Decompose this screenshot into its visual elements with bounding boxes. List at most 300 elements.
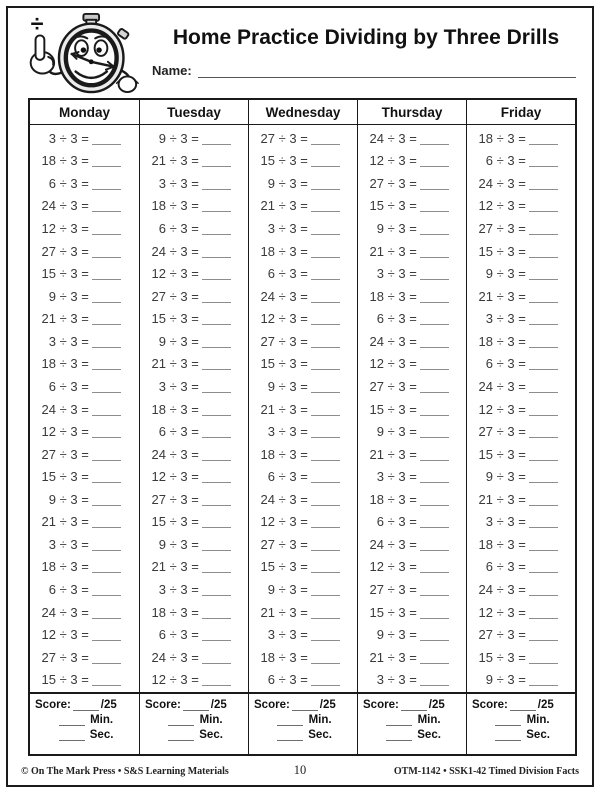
answer-blank <box>529 425 558 438</box>
seconds-blank <box>277 730 303 741</box>
division-problem <box>30 217 139 240</box>
division-problem <box>249 488 357 511</box>
answer-blank <box>92 290 121 303</box>
answer-blank <box>529 493 558 506</box>
answer-blank <box>529 312 558 325</box>
problem-dividend: 21 <box>151 153 166 169</box>
problem-dividend: 3 <box>267 627 275 643</box>
answer-blank <box>529 560 558 573</box>
problem-dividend: 18 <box>41 559 56 575</box>
problem-operator: ÷ 3 = <box>56 446 93 462</box>
problem-dividend: 3 <box>376 672 384 688</box>
division-problem <box>358 533 466 556</box>
division-problem <box>140 533 248 556</box>
answer-blank <box>202 177 231 190</box>
problem-dividend: 9 <box>485 469 493 485</box>
problem-dividend: 27 <box>41 649 56 665</box>
score-label: Score: <box>254 699 290 711</box>
division-problem <box>249 330 357 353</box>
problem-dividend: 27 <box>41 446 56 462</box>
problem-operator: ÷ 3 = <box>166 559 203 575</box>
answer-blank <box>311 583 340 596</box>
day-header-label: Monday <box>30 100 139 125</box>
problem-dividend: 18 <box>369 491 384 507</box>
answer-blank <box>92 312 121 325</box>
answer-blank <box>202 222 231 235</box>
problem-operator: ÷ 3 = <box>275 446 312 462</box>
division-problem <box>358 127 466 150</box>
answer-blank <box>529 177 558 190</box>
problem-dividend: 3 <box>158 378 166 394</box>
problem-operator: ÷ 3 = <box>275 536 312 552</box>
problem-operator: ÷ 3 = <box>166 424 203 440</box>
problem-dividend: 21 <box>369 446 384 462</box>
problem-dividend: 24 <box>260 288 275 304</box>
answer-blank <box>202 606 231 619</box>
division-problem <box>249 443 357 466</box>
answer-blank <box>92 560 121 573</box>
answer-blank <box>311 673 340 686</box>
problem-dividend: 24 <box>151 446 166 462</box>
name-underline <box>198 64 576 78</box>
problem-operator: ÷ 3 = <box>384 333 421 349</box>
problem-operator: ÷ 3 = <box>166 536 203 552</box>
answer-blank <box>202 132 231 145</box>
problem-dividend: 6 <box>376 514 384 530</box>
problem-dividend: 15 <box>369 401 384 417</box>
clock-character-icon <box>18 11 142 95</box>
page-title: Home Practice Dividing by Three Drills <box>172 26 560 49</box>
problem-operator: ÷ 3 = <box>275 266 312 282</box>
division-problem <box>467 556 575 579</box>
problem-dividend: 21 <box>478 288 493 304</box>
score-denominator: /25 <box>210 699 227 711</box>
problem-list <box>140 125 248 692</box>
problem-operator: ÷ 3 = <box>56 514 93 530</box>
problem-operator: ÷ 3 = <box>493 243 530 259</box>
problem-operator: ÷ 3 = <box>384 221 421 237</box>
division-problem <box>140 443 248 466</box>
problem-operator: ÷ 3 = <box>275 582 312 598</box>
division-problem <box>467 353 575 376</box>
answer-blank <box>311 515 340 528</box>
problem-operator: ÷ 3 = <box>166 288 203 304</box>
seconds-label: Sec. <box>86 729 114 741</box>
problem-dividend: 12 <box>478 401 493 417</box>
problem-operator: ÷ 3 = <box>166 627 203 643</box>
problem-dividend: 21 <box>260 604 275 620</box>
problem-operator: ÷ 3 = <box>56 401 93 417</box>
problem-dividend: 6 <box>267 469 275 485</box>
problem-dividend: 9 <box>48 288 56 304</box>
problem-dividend: 18 <box>478 333 493 349</box>
problem-dividend: 18 <box>151 604 166 620</box>
division-problem <box>467 465 575 488</box>
problem-operator: ÷ 3 = <box>166 672 203 688</box>
problem-operator: ÷ 3 = <box>384 582 421 598</box>
answer-blank <box>202 538 231 551</box>
answer-blank <box>420 538 449 551</box>
problem-dividend: 15 <box>369 198 384 214</box>
division-problem <box>140 556 248 579</box>
division-problem <box>467 217 575 240</box>
answer-blank <box>420 470 449 483</box>
division-problem <box>467 488 575 511</box>
answer-blank <box>311 470 340 483</box>
answer-blank <box>92 177 121 190</box>
problem-operator: ÷ 3 = <box>493 582 530 598</box>
score-denominator: /25 <box>428 699 445 711</box>
problem-dividend: 27 <box>260 130 275 146</box>
problem-dividend: 12 <box>478 604 493 620</box>
problem-operator: ÷ 3 = <box>493 288 530 304</box>
division-problem <box>140 308 248 331</box>
problem-operator: ÷ 3 = <box>384 401 421 417</box>
name-label: Name: <box>152 63 192 78</box>
name-row <box>150 63 582 80</box>
division-problem <box>140 488 248 511</box>
problem-dividend: 15 <box>369 604 384 620</box>
problem-dividend: 27 <box>41 243 56 259</box>
division-problem <box>467 285 575 308</box>
score-line <box>35 699 135 711</box>
answer-blank <box>92 673 121 686</box>
division-problem <box>140 465 248 488</box>
problem-operator: ÷ 3 = <box>275 153 312 169</box>
problem-dividend: 3 <box>158 582 166 598</box>
problem-dividend: 21 <box>369 243 384 259</box>
division-problem <box>140 285 248 308</box>
problem-dividend: 15 <box>41 266 56 282</box>
problem-operator: ÷ 3 = <box>166 491 203 507</box>
problem-dividend: 12 <box>369 559 384 575</box>
answer-blank <box>420 515 449 528</box>
division-problem <box>358 623 466 646</box>
answer-blank <box>92 403 121 416</box>
answer-blank <box>311 560 340 573</box>
division-problem <box>140 669 248 692</box>
problem-dividend: 18 <box>41 153 56 169</box>
score-blank <box>292 700 318 711</box>
problem-operator: ÷ 3 = <box>56 491 93 507</box>
problem-operator: ÷ 3 = <box>56 288 93 304</box>
problem-dividend: 15 <box>260 559 275 575</box>
answer-blank <box>420 312 449 325</box>
seconds-label: Sec. <box>523 729 550 741</box>
division-problem <box>30 488 139 511</box>
day-header-label: Friday <box>467 100 575 125</box>
answer-blank <box>92 606 121 619</box>
minutes-label: Min. <box>305 714 332 726</box>
problem-operator: ÷ 3 = <box>384 491 421 507</box>
division-problem <box>467 127 575 150</box>
problem-dividend: 3 <box>267 221 275 237</box>
problem-operator: ÷ 3 = <box>56 175 93 191</box>
division-problem <box>30 578 139 601</box>
answer-blank <box>92 222 121 235</box>
division-problem <box>249 465 357 488</box>
division-problem <box>30 465 139 488</box>
problem-operator: ÷ 3 = <box>384 514 421 530</box>
problem-operator: ÷ 3 = <box>56 243 93 259</box>
problem-dividend: 3 <box>376 266 384 282</box>
problem-operator: ÷ 3 = <box>384 378 421 394</box>
problem-operator: ÷ 3 = <box>384 446 421 462</box>
problem-operator: ÷ 3 = <box>384 424 421 440</box>
answer-blank <box>529 673 558 686</box>
division-problem <box>140 150 248 173</box>
answer-blank <box>202 515 231 528</box>
score-blank <box>401 700 427 711</box>
problem-dividend: 24 <box>478 378 493 394</box>
score-blank <box>73 700 99 711</box>
problem-dividend: 24 <box>151 243 166 259</box>
division-problem <box>249 375 357 398</box>
answer-blank <box>311 222 340 235</box>
division-problem <box>30 262 139 285</box>
problem-operator: ÷ 3 = <box>493 424 530 440</box>
answer-blank <box>529 403 558 416</box>
answer-blank <box>311 380 340 393</box>
division-problem <box>140 646 248 669</box>
problem-operator: ÷ 3 = <box>275 198 312 214</box>
problem-dividend: 15 <box>41 469 56 485</box>
division-problem <box>249 533 357 556</box>
problem-dividend: 9 <box>485 266 493 282</box>
problem-dividend: 12 <box>41 424 56 440</box>
score-label: Score: <box>35 699 71 711</box>
problem-operator: ÷ 3 = <box>56 627 93 643</box>
division-problem <box>358 669 466 692</box>
minutes-blank <box>386 715 412 726</box>
problem-operator: ÷ 3 = <box>493 130 530 146</box>
answer-blank <box>311 245 340 258</box>
problem-operator: ÷ 3 = <box>166 401 203 417</box>
division-problem <box>249 127 357 150</box>
division-problem <box>30 420 139 443</box>
answer-blank <box>529 470 558 483</box>
seconds-blank <box>386 730 412 741</box>
problem-dividend: 27 <box>260 333 275 349</box>
problem-dividend: 27 <box>478 424 493 440</box>
answer-blank <box>420 245 449 258</box>
answer-blank <box>311 154 340 167</box>
answer-blank <box>420 132 449 145</box>
problem-dividend: 6 <box>48 175 56 191</box>
problem-dividend: 9 <box>485 672 493 688</box>
answer-blank <box>311 651 340 664</box>
problem-operator: ÷ 3 = <box>56 198 93 214</box>
division-problem <box>140 127 248 150</box>
problem-operator: ÷ 3 = <box>384 153 421 169</box>
division-problem <box>249 195 357 218</box>
answer-blank <box>92 199 121 212</box>
answer-blank <box>202 448 231 461</box>
problem-dividend: 3 <box>485 514 493 530</box>
problem-operator: ÷ 3 = <box>384 356 421 372</box>
answer-blank <box>420 154 449 167</box>
problem-dividend: 24 <box>369 130 384 146</box>
problem-dividend: 9 <box>158 130 166 146</box>
division-problem <box>140 601 248 624</box>
problem-dividend: 9 <box>158 333 166 349</box>
score-line <box>254 699 353 711</box>
problem-dividend: 24 <box>260 491 275 507</box>
problem-dividend: 15 <box>41 672 56 688</box>
answer-blank <box>420 673 449 686</box>
division-problem <box>249 578 357 601</box>
problem-dividend: 15 <box>478 243 493 259</box>
footer-publisher: © On The Mark Press • S&S Learning Materials <box>21 766 229 777</box>
score-denominator: /25 <box>100 699 117 711</box>
division-problem <box>30 285 139 308</box>
answer-blank <box>420 628 449 641</box>
answer-blank <box>202 199 231 212</box>
division-problem <box>467 195 575 218</box>
answer-blank <box>420 583 449 596</box>
division-problem <box>249 646 357 669</box>
division-problem <box>358 240 466 263</box>
problem-operator: ÷ 3 = <box>275 288 312 304</box>
answer-blank <box>311 493 340 506</box>
answer-blank <box>92 651 121 664</box>
problem-operator: ÷ 3 = <box>493 604 530 620</box>
problem-dividend: 27 <box>478 627 493 643</box>
answer-blank <box>420 199 449 212</box>
problem-operator: ÷ 3 = <box>275 604 312 620</box>
answer-blank <box>92 267 121 280</box>
problem-dividend: 27 <box>260 536 275 552</box>
division-problem <box>30 669 139 692</box>
header-right <box>142 11 582 96</box>
division-problem <box>30 150 139 173</box>
division-problem <box>30 240 139 263</box>
problem-operator: ÷ 3 = <box>56 333 93 349</box>
problem-list <box>467 125 575 692</box>
problem-list <box>249 125 357 692</box>
division-problem <box>140 330 248 353</box>
problem-dividend: 3 <box>158 175 166 191</box>
division-problem <box>467 646 575 669</box>
division-problem <box>140 217 248 240</box>
problem-dividend: 3 <box>48 536 56 552</box>
score-blank <box>510 700 536 711</box>
problem-dividend: 21 <box>260 198 275 214</box>
problem-dividend: 9 <box>158 536 166 552</box>
problem-dividend: 6 <box>48 582 56 598</box>
problem-dividend: 18 <box>478 130 493 146</box>
seconds-label: Sec. <box>305 729 332 741</box>
division-problem <box>249 556 357 579</box>
problem-operator: ÷ 3 = <box>166 514 203 530</box>
division-problem <box>249 511 357 534</box>
problem-dividend: 12 <box>41 221 56 237</box>
minutes-blank <box>59 715 85 726</box>
answer-blank <box>420 425 449 438</box>
answer-blank <box>529 380 558 393</box>
problem-operator: ÷ 3 = <box>275 175 312 191</box>
division-problem <box>249 601 357 624</box>
division-problem <box>140 511 248 534</box>
problem-operator: ÷ 3 = <box>275 401 312 417</box>
answer-blank <box>311 132 340 145</box>
problem-operator: ÷ 3 = <box>56 311 93 327</box>
problem-dividend: 15 <box>478 446 493 462</box>
problem-operator: ÷ 3 = <box>166 333 203 349</box>
problem-operator: ÷ 3 = <box>56 582 93 598</box>
problem-operator: ÷ 3 = <box>493 175 530 191</box>
answer-blank <box>529 651 558 664</box>
problem-operator: ÷ 3 = <box>384 243 421 259</box>
answer-blank <box>202 357 231 370</box>
answer-blank <box>420 606 449 619</box>
problem-dividend: 21 <box>41 311 56 327</box>
problem-dividend: 15 <box>478 649 493 665</box>
problem-dividend: 6 <box>485 153 493 169</box>
day-header-label: Thursday <box>358 100 466 125</box>
problem-operator: ÷ 3 = <box>275 130 312 146</box>
problem-operator: ÷ 3 = <box>275 378 312 394</box>
problem-dividend: 3 <box>267 424 275 440</box>
score-label: Score: <box>472 699 508 711</box>
division-problem <box>467 578 575 601</box>
problem-dividend: 18 <box>260 243 275 259</box>
division-problem <box>30 601 139 624</box>
problem-list <box>358 125 466 692</box>
answer-blank <box>529 154 558 167</box>
problem-dividend: 15 <box>151 311 166 327</box>
problem-operator: ÷ 3 = <box>166 130 203 146</box>
division-problem <box>30 308 139 331</box>
division-problem <box>140 172 248 195</box>
problem-operator: ÷ 3 = <box>275 311 312 327</box>
division-problem <box>30 195 139 218</box>
problem-operator: ÷ 3 = <box>56 378 93 394</box>
page-number: 10 <box>293 763 307 777</box>
seconds-label: Sec. <box>414 729 441 741</box>
division-problem <box>358 398 466 421</box>
problem-operator: ÷ 3 = <box>493 311 530 327</box>
problem-dividend: 21 <box>260 401 275 417</box>
answer-blank <box>202 673 231 686</box>
problem-dividend: 6 <box>267 672 275 688</box>
answer-blank <box>202 403 231 416</box>
problem-operator: ÷ 3 = <box>166 243 203 259</box>
division-problem <box>249 398 357 421</box>
answer-blank <box>529 267 558 280</box>
seconds-blank <box>59 730 85 741</box>
answer-blank <box>92 470 121 483</box>
problem-dividend: 15 <box>151 514 166 530</box>
answer-blank <box>92 538 121 551</box>
minutes-blank <box>495 715 521 726</box>
seconds-blank <box>168 730 194 741</box>
answer-blank <box>420 560 449 573</box>
answer-blank <box>202 312 231 325</box>
problem-operator: ÷ 3 = <box>56 153 93 169</box>
division-problem <box>467 330 575 353</box>
problem-dividend: 24 <box>41 604 56 620</box>
answer-blank <box>420 335 449 348</box>
problem-operator: ÷ 3 = <box>384 266 421 282</box>
answer-blank <box>420 448 449 461</box>
minutes-line <box>145 714 244 726</box>
division-problem <box>140 398 248 421</box>
problem-operator: ÷ 3 = <box>384 559 421 575</box>
problem-dividend: 15 <box>260 356 275 372</box>
problem-operator: ÷ 3 = <box>275 559 312 575</box>
problem-operator: ÷ 3 = <box>384 672 421 688</box>
